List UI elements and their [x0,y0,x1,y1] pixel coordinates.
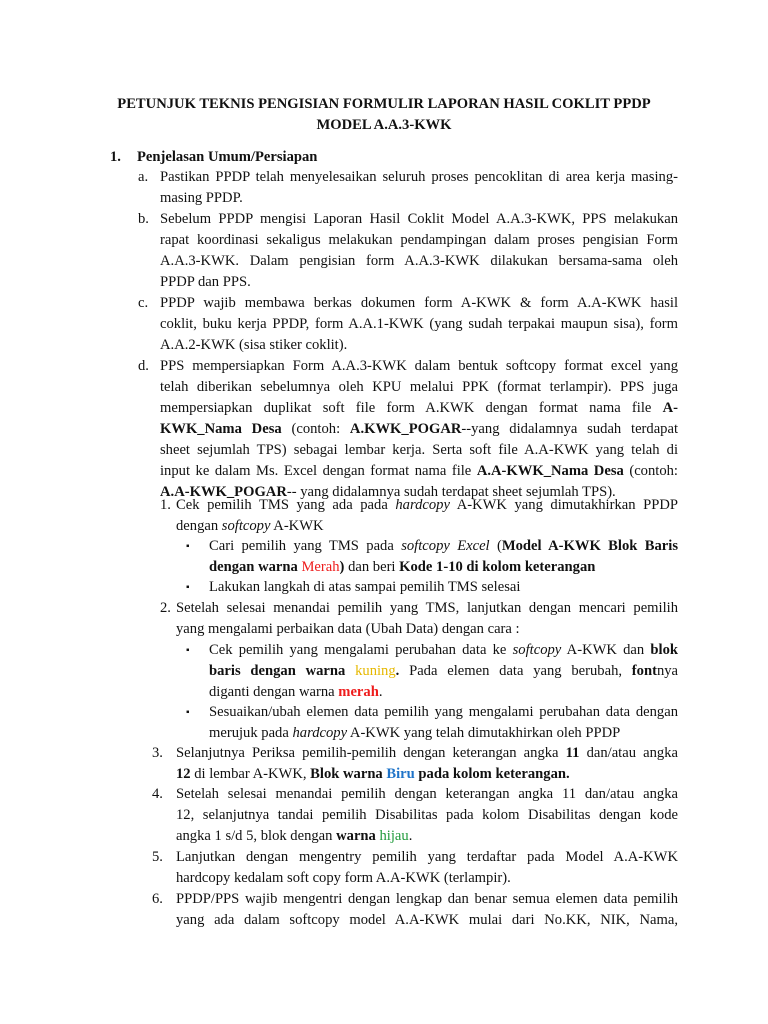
text-run: merujuk pada [209,725,293,741]
step-4-line: Setelah selesai menandai pemilih dengan keterangan angka 11 dan/atau angka [176,786,678,802]
bullet-line [209,536,678,557]
text-run: hijau [379,828,409,844]
text-run: softcopy [512,642,562,658]
text-run: Kode 1-10 di kolom keterangan [399,559,596,575]
text-run: A.KWK_POGAR [349,421,462,437]
bullet-square-icon: ▪ [186,541,190,552]
bullet-line [209,723,678,744]
text-run: warna [336,828,380,844]
step-marker: 4. [152,786,163,802]
text-run: dan beri [344,559,400,575]
step-marker: 3. [152,745,163,761]
text-run: Cek pemilih yang mengalami perubahan data ke [209,642,513,658]
step-2-line: Setelah selesai menandai pemilih yang TMS, lanjutkan dengan mencari pemilih [176,600,678,616]
item-d-line: telah diberikan sebelumnya oleh KPU melalui PPK (format terlampir). PPS juga [160,379,678,395]
text-run: A- [662,400,678,416]
text-run: diganti dengan warna [209,684,339,700]
text-run: baris dengan warna [209,663,356,679]
text-run: hardcopy [292,725,348,741]
step-6-line: yang ada dalam softcopy model A.A-KWK mulai dari No.KK, NIK, Nama, [176,912,678,928]
text-run: . [408,828,413,844]
step-3-line [176,743,678,764]
text-run: input ke dalam Ms. Excel dengan format nama file [160,463,477,479]
document-title [90,94,678,136]
text-run: A.A-KWK_POGAR [160,484,287,500]
item-marker: a. [138,169,149,185]
text-run: 12 [176,766,191,782]
step-marker: 5. [152,849,163,865]
text-run: softcopy Excel [401,538,490,554]
bullet-square-icon: ▪ [186,707,190,718]
step-marker: 1. [160,497,171,513]
item-c-line: PPDP wajib membawa berkas dokumen form A-KWK & form A.A-KWK hasil [160,295,678,311]
item-a-line: masing PPDP. [160,190,243,206]
item-b-line: PPDP dan PPS. [160,274,251,290]
item-d-line [160,461,678,482]
section-title: Penjelasan Umum/Persiapan [137,149,318,165]
text-run: dengan [176,518,222,534]
text-run: Blok warna [310,766,387,782]
bullet-square-icon: ▪ [186,645,190,656]
item-c-line: coklit, buku kerja PPDP, form A.A.1-KWK (yang sudah terpakai maupun sisa), form [160,316,678,332]
text-run: A-KWK [270,518,324,534]
text-run: blok [650,642,678,658]
item-b-line: Sebelum PPDP mengisi Laporan Hasil Coklit Model A.A.3-KWK, PPS melakukan [160,211,678,227]
step-3-line [176,764,678,785]
text-run: di lembar A-KWK, [190,766,311,782]
text-run: --yang didalamnya sudah terdapat [461,421,679,437]
text-run: hardcopy [395,497,450,513]
text-run: Cek pemilih TMS yang ada pada [176,497,396,513]
item-c-line: A.A.2-KWK (sisa stiker coklit). [160,337,348,353]
text-run: KWK_Nama Desa [160,421,282,437]
step-5-line: Lanjutkan dengan mengentry pemilih yang terdaftar pada Model A.A-KWK [176,849,678,865]
step-1-line [176,495,678,516]
item-marker: d. [138,358,149,374]
text-run: (contoh: [281,421,350,437]
text-run: A.A-KWK_Nama Desa [476,463,624,479]
text-run: A-KWK dan [561,642,651,658]
text-run: Biru [386,766,415,782]
item-d-line [160,419,678,440]
item-b-line: rapat koordinasi sekaligus melakukan pendampingan dalam proses pengisian Form [160,232,678,248]
item-marker: b. [138,211,149,227]
text-run: A-KWK yang telah dimutakhirkan oleh PPDP [347,725,621,741]
text-run: (contoh: [623,463,678,479]
section-number: 1. [110,149,121,165]
text-run: Cari pemilih yang TMS pada [209,538,402,554]
text-run: . [378,684,383,700]
text-run: Model A-KWK Blok Baris [501,538,678,554]
item-d-line: sheet sejumlah TPS) sebagai lembar kerja. Serta soft file A.A-KWK yang telah di [160,442,678,458]
title-line-2: MODEL A.A.3-KWK [316,117,452,133]
item-d-line: PPS mempersiapkan Form A.A.3-KWK dalam bentuk softcopy format excel yang [160,358,678,374]
bullet-line [209,682,678,703]
step-4-line: 12, selanjutnya tandai pemilih Disabilitas pada kolom Disabilitas dengan kode [176,807,678,823]
bullet-line: Sesuaikan/ubah elemen data pemilih yang mengalami perubahan data dengan [209,704,678,720]
item-b-line: A.A.3-KWK. Dalam pengisian form A.A.3-KWK dilakukan bersama-sama oleh [160,253,678,269]
bullet-line [209,640,678,661]
text-run: dan/atau angka [579,745,678,761]
step-5-line: hardcopy kedalam soft copy form A.A-KWK (terlampir). [176,870,511,886]
bullet-square-icon: ▪ [186,582,190,593]
text-run: ) [339,559,345,575]
bullet-line [209,661,678,682]
step-marker: 2. [160,600,171,616]
text-run: mempersiapkan duplikat soft file form A.KWK dengan format nama file [160,400,663,416]
text-run: -- yang didalamnya sudah terdapat sheet sejumlah TPS). [286,484,616,500]
text-run: softcopy [221,518,271,534]
item-d-line [160,398,678,419]
item-a-line: Pastikan PPDP telah menyelesaikan seluruh proses pencoklitan di area kerja masing- [160,169,678,185]
text-run: Selanjutnya Periksa pemilih-pemilih dengan keterangan angka [176,745,566,761]
text-run: merah [338,684,379,700]
text-run: pada kolom keterangan. [414,766,570,782]
step-6-line: PPDP/PPS wajib mengentri dengan lengkap dan benar semua elemen data pemilih [176,891,678,907]
item-marker: c. [138,295,149,311]
text-run: font [631,663,657,679]
text-run: dengan warna [209,559,302,575]
text-run: Merah [301,559,340,575]
text-run: 11 [565,745,580,761]
step-2-line: yang mengalami perbaikan data (Ubah Data) dengan cara : [176,621,520,637]
text-run: kuning [355,663,396,679]
text-run: Pada elemen data yang berubah, [399,663,632,679]
bullet-line [209,557,678,578]
bullet-line: Lakukan langkah di atas sampai pemilih TMS selesai [209,579,521,595]
text-run: ( [489,538,502,554]
text-run: nya [656,663,679,679]
text-run: . [395,663,400,679]
step-1-line [176,516,678,537]
title-line-1: PETUNJUK TEKNIS PENGISIAN FORMULIR LAPORAN HASIL COKLIT PPDP [117,96,651,112]
step-4-line [176,826,678,847]
step-marker: 6. [152,891,163,907]
text-run: angka 1 s/d 5, blok dengan [176,828,337,844]
text-run: A-KWK yang dimutakhirkan PPDP [449,497,678,513]
